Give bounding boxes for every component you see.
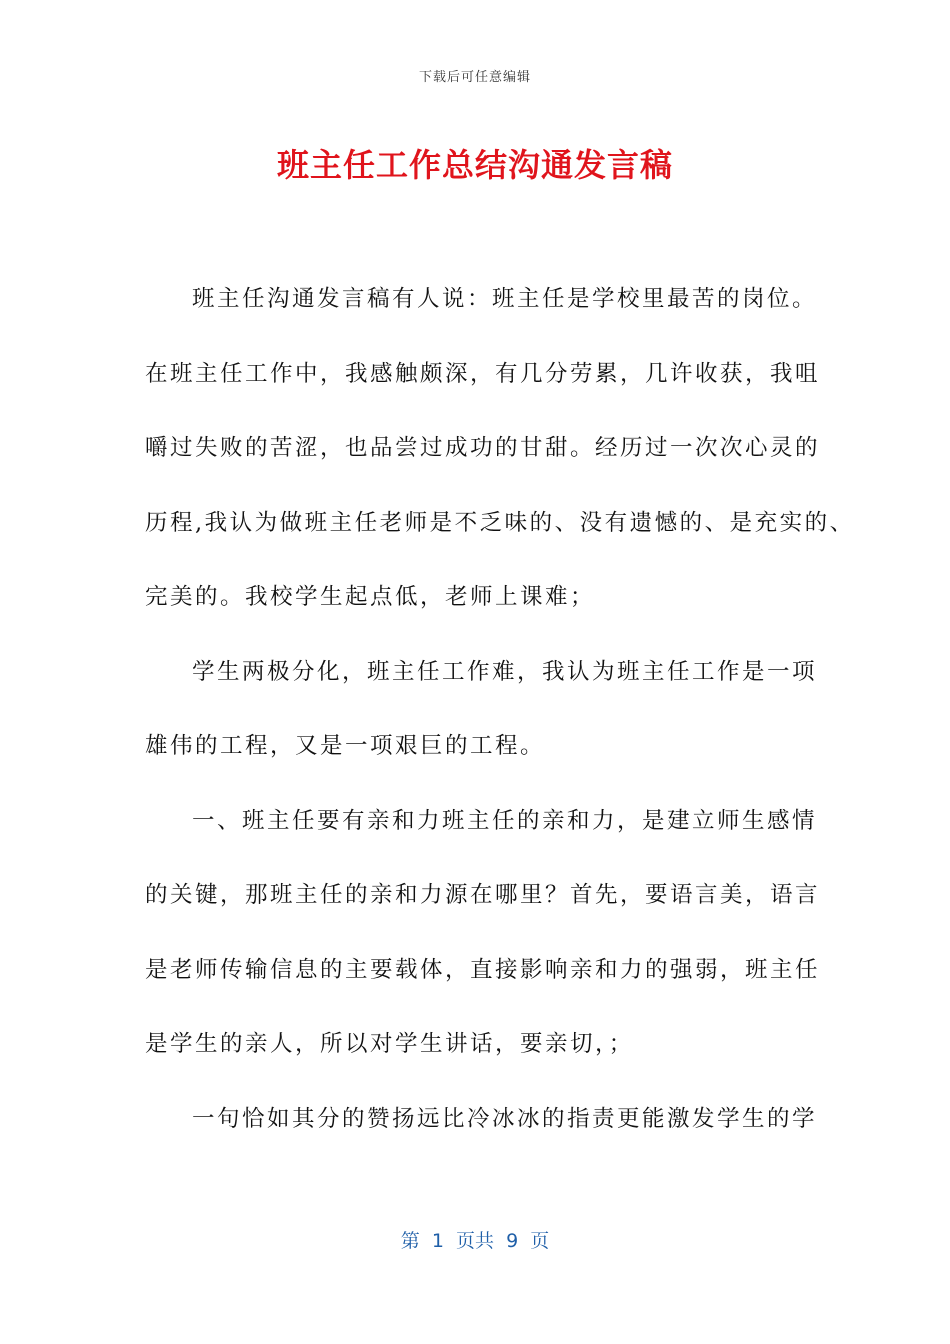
- body-line: 的关键，那班主任的亲和力源在哪里？首先，要语言美，语言: [145, 882, 821, 908]
- body-line: 一句恰如其分的赞扬远比冷冰冰的指责更能激发学生的学: [192, 1105, 818, 1132]
- body-line: 是学生的亲人，所以对学生讲话，要亲切，；: [145, 1031, 634, 1057]
- body-line: 一、班主任要有亲和力班主任的亲和力，是建立师生感情: [192, 807, 818, 834]
- body-line: 历程,我认为做班主任老师是不乏味的、没有遗憾的、是充实的、: [145, 509, 855, 536]
- body-line: 雄伟的工程，又是一项艰巨的工程。: [145, 733, 546, 759]
- body-line: 在班主任工作中，我感触颇深，有几分劳累，几许收获，我咀: [145, 360, 821, 387]
- page-number-footer: 第 1 页共 9 页: [400, 1230, 550, 1252]
- document-body: [145, 262, 855, 1156]
- document-title: 班主任工作总结沟通发言稿: [276, 146, 673, 184]
- body-line: 学生两极分化，班主任工作难，我认为班主任工作是一项: [192, 658, 818, 685]
- header-note: 下载后可任意编辑: [418, 70, 531, 85]
- body-line: 嚼过失败的苦涩，也品尝过成功的甘甜。经历过一次次心灵的: [145, 435, 821, 461]
- body-line: 完美的。我校学生起点低，老师上课难；: [145, 584, 596, 610]
- body-line: 是老师传输信息的主要载体，直接影响亲和力的强弱，班主任: [145, 956, 821, 983]
- body-line: 班主任沟通发言稿有人说：班主任是学校里最苦的岗位。: [192, 286, 818, 312]
